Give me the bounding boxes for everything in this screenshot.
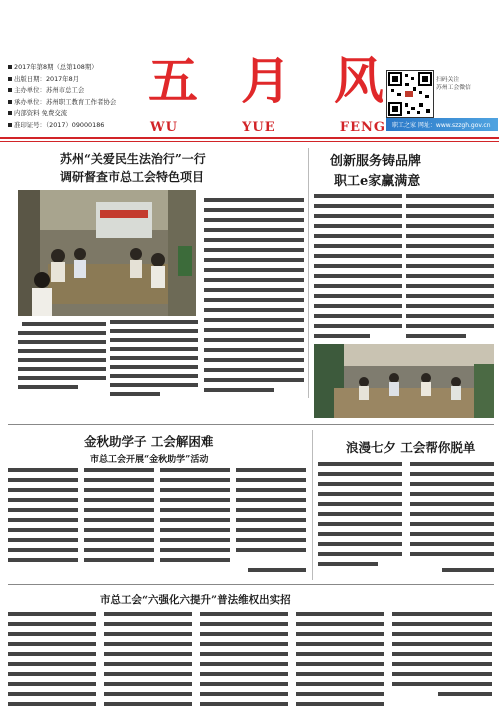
article-3-text bbox=[8, 466, 308, 578]
article-4-text bbox=[318, 460, 494, 578]
article-1-text-col3 bbox=[204, 196, 304, 396]
article-2-text-col1 bbox=[314, 192, 402, 342]
article-1-subtitle: 调研督查市总工会特色项目 bbox=[60, 170, 205, 184]
title-char: 风 bbox=[334, 51, 384, 110]
qr-caption: 扫码关注 苏州工会微信 bbox=[436, 77, 471, 91]
meeting-photo-2 bbox=[314, 344, 494, 418]
meta-line: 出版日期：2017年8月 bbox=[8, 74, 140, 86]
pinyin-wu: WU bbox=[150, 120, 178, 135]
article-1-text-col2 bbox=[110, 318, 198, 396]
meta-line: 承办单位：苏州职工教育工作者协会 bbox=[8, 97, 140, 109]
article-1-text-col1 bbox=[18, 320, 106, 396]
article-1-title: 苏州“关爱民生法治行”一行 bbox=[60, 152, 206, 166]
masthead-pinyin bbox=[150, 120, 386, 135]
pinyin-feng: FENG bbox=[339, 120, 386, 135]
section-divider bbox=[8, 424, 494, 425]
pinyin-yue: YUE bbox=[242, 120, 276, 135]
masthead-rule bbox=[0, 137, 499, 139]
banner-text: 职工之家 网址：www.szzgh.gov.cn bbox=[392, 122, 491, 129]
article-3-title: 金秋助学子 工会解困难 bbox=[84, 434, 214, 449]
title-char: 月 bbox=[241, 51, 291, 110]
column-divider bbox=[308, 148, 309, 398]
section-divider bbox=[8, 584, 494, 585]
meta-line: 内部资料 免费交流 bbox=[8, 108, 140, 120]
article-3-subtitle: 市总工会开展“金秋助学”活动 bbox=[90, 455, 209, 465]
article-2-text-col2 bbox=[406, 192, 494, 342]
article-4-title: 浪漫七夕 工会帮你脱单 bbox=[346, 440, 476, 455]
masthead-title bbox=[148, 46, 384, 116]
issue-meta bbox=[8, 62, 140, 131]
meta-line: 2017年第8期（总第108期） bbox=[8, 62, 140, 74]
article-2-title: 创新服务铸品牌 bbox=[330, 154, 422, 169]
qr-code-icon bbox=[386, 70, 434, 118]
web-banner bbox=[386, 118, 498, 131]
meta-line: 主办单位：苏州市总工会 bbox=[8, 85, 140, 97]
masthead-rule-thin bbox=[0, 141, 499, 142]
article-2-subtitle: 职工e家赢满意 bbox=[334, 174, 421, 189]
meta-line: 准印证号：（2017）09000186 bbox=[8, 120, 140, 132]
meeting-photo-1 bbox=[18, 190, 196, 316]
title-char: 五 bbox=[148, 51, 198, 110]
article-5-text bbox=[8, 610, 494, 710]
article-5-title: 市总工会“六强化六提升”普法维权出实招 bbox=[100, 594, 291, 606]
column-divider bbox=[312, 430, 313, 580]
